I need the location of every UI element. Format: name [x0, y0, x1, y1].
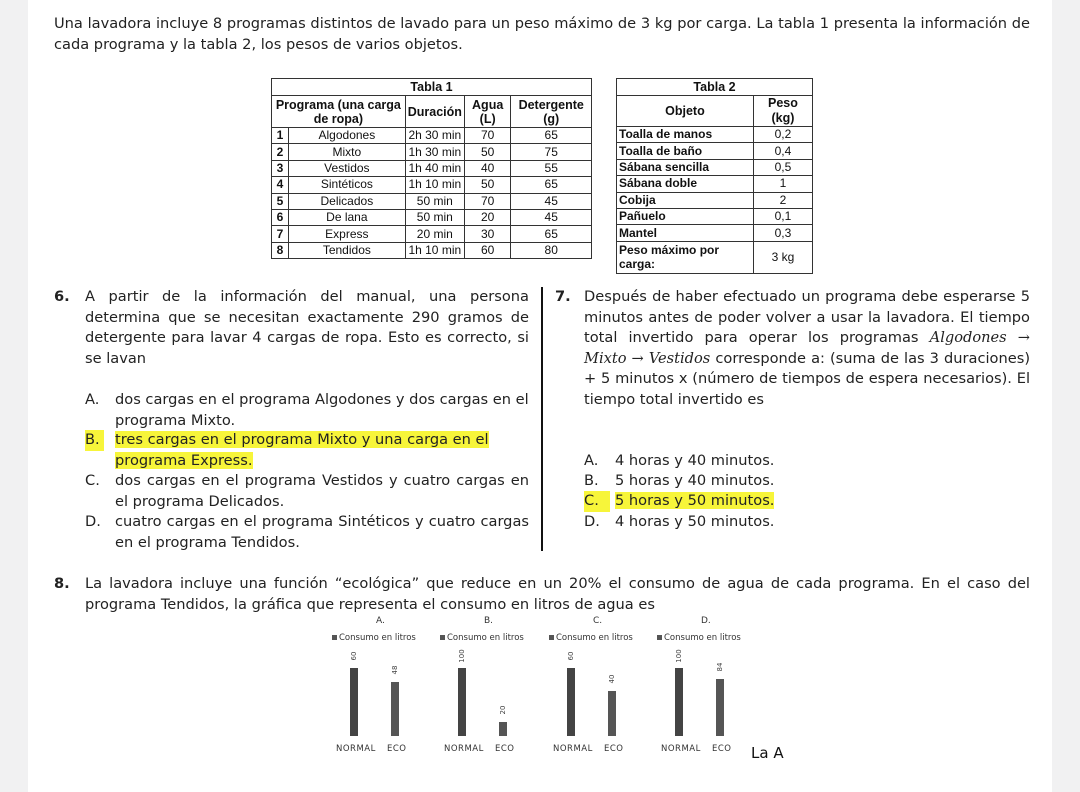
chart-legend — [440, 633, 524, 643]
chart-bar-normal — [458, 668, 466, 736]
table-row: Toalla de baño 0,4 — [617, 143, 813, 159]
chart-value-label: 40 — [608, 674, 616, 684]
table-row: 1 Algodones 2h 30 min 70 65 — [272, 128, 592, 144]
chart-bar-eco — [499, 722, 507, 736]
column-divider — [541, 287, 543, 551]
table-1-header-water: Agua (L) — [464, 96, 511, 128]
program-sequence: Algodones → Mixto → Vestidos — [584, 329, 1031, 367]
chart-category-label: NORMAL — [661, 744, 701, 754]
table-row: Sábana sencilla 0,5 — [617, 159, 813, 175]
table-row: 3 Vestidos 1h 40 min 40 55 — [272, 160, 592, 176]
legend-label: Consumo en litros — [447, 633, 524, 643]
question-7-number: 7. — [555, 288, 571, 305]
chart-value-label: 60 — [350, 651, 358, 661]
question-8-stem: La lavadora incluye una función “ecológica” que reduce en un 20% el consumo de agua de cada programa. En el caso del programa Tendidos, la gráfica que representa el consumo en litros de agua es — [85, 575, 1030, 613]
table-row: 6 De lana 50 min 20 45 — [272, 209, 592, 225]
table-1 — [271, 78, 592, 259]
table-row: Sábana doble 1 — [617, 176, 813, 192]
table-row: 2 Mixto 1h 30 min 50 75 — [272, 144, 592, 160]
table-2-header-weight: Peso (kg) — [753, 96, 812, 127]
chart-legend — [549, 633, 633, 643]
chart-bar-eco — [391, 682, 399, 736]
chart-bar-normal — [350, 668, 358, 736]
chart-value-label: 100 — [675, 649, 683, 663]
chart-option-letter: A. — [376, 616, 385, 626]
question-7-stem: Después de haber efectuado un programa debe esperarse 5 minutos antes de poder volver a usar la lavadora. El tiempo total invertido para operar los programas Algodones → Mixto → Vestidos corresponde a: (suma de las 3 duraciones) + 5 minutos x (número de tiempos de espera necesarios). El tiempo total invertido es — [584, 288, 1031, 408]
chart-category-label: NORMAL — [444, 744, 484, 754]
legend-swatch — [332, 635, 337, 640]
chart-category-label: NORMAL — [553, 744, 593, 754]
chart-category-label: ECO — [495, 744, 515, 754]
chart-bar-normal — [567, 668, 575, 736]
chart-value-label: 100 — [458, 649, 466, 663]
table-2-title: Tabla 2 — [616, 78, 813, 95]
table-row: Mantel 0,3 — [617, 225, 813, 241]
chart-category-label: ECO — [604, 744, 624, 754]
table-2 — [616, 78, 813, 274]
chart-value-label: 48 — [391, 665, 399, 675]
chart-value-label: 60 — [567, 651, 575, 661]
chart-option-letter: B. — [484, 616, 494, 626]
table-1-header-duration: Duración — [405, 96, 464, 128]
table-row: Pañuelo 0,1 — [617, 208, 813, 224]
chart-category-label: ECO — [712, 744, 732, 754]
chart-bar-eco — [608, 691, 616, 736]
chart-option-letter: C. — [593, 616, 603, 626]
table-row: 8 Tendidos 1h 10 min 60 80 — [272, 242, 592, 258]
legend-swatch — [440, 635, 445, 640]
chart-legend — [657, 633, 741, 643]
chart-category-label: ECO — [387, 744, 407, 754]
chart-category-label: NORMAL — [336, 744, 376, 754]
chart-legend — [332, 633, 416, 643]
table-1-header-detergent: Detergente (g) — [511, 96, 592, 128]
legend-swatch — [549, 635, 554, 640]
intro-paragraph: Una lavadora incluye 8 programas distintos de lavado para un peso máximo de 3 kg por carga. La tabla 1 presenta la información de cada programa y la tabla 2, los pesos de varios objetos. — [54, 15, 1030, 53]
chart-bar-eco — [716, 679, 724, 736]
table-row: Cobija 2 — [617, 192, 813, 208]
chart-value-label: 84 — [716, 662, 724, 672]
table-row: 5 Delicados 50 min 70 45 — [272, 193, 592, 209]
chart-value-label: 20 — [499, 705, 507, 715]
table-1-title: Tabla 1 — [271, 78, 592, 95]
chart-option-letter: D. — [701, 616, 711, 626]
question-8-number: 8. — [54, 575, 70, 592]
table-row: 4 Sintéticos 1h 10 min 50 65 — [272, 177, 592, 193]
question-6-number: 6. — [54, 288, 70, 305]
table-row: 7 Express 20 min 30 65 — [272, 226, 592, 242]
table-2-header-object: Objeto — [617, 96, 754, 127]
question-6-stem: A partir de la información del manual, una persona determina que se necesitan exactamente 290 gramos de detergente para lavar 4 cargas de ropa. Esto es correcto, si se lavan — [85, 288, 529, 367]
legend-label: Consumo en litros — [664, 633, 741, 643]
legend-label: Consumo en litros — [556, 633, 633, 643]
table-row: Peso máximo por carga: 3 kg — [617, 241, 813, 273]
table-row: Toalla de manos 0,2 — [617, 127, 813, 143]
table-1-header-program: Programa (una carga de ropa) — [272, 96, 406, 128]
legend-swatch — [657, 635, 662, 640]
chart-bar-normal — [675, 668, 683, 736]
handwritten-answer: La A — [751, 744, 784, 762]
legend-label: Consumo en litros — [339, 633, 416, 643]
